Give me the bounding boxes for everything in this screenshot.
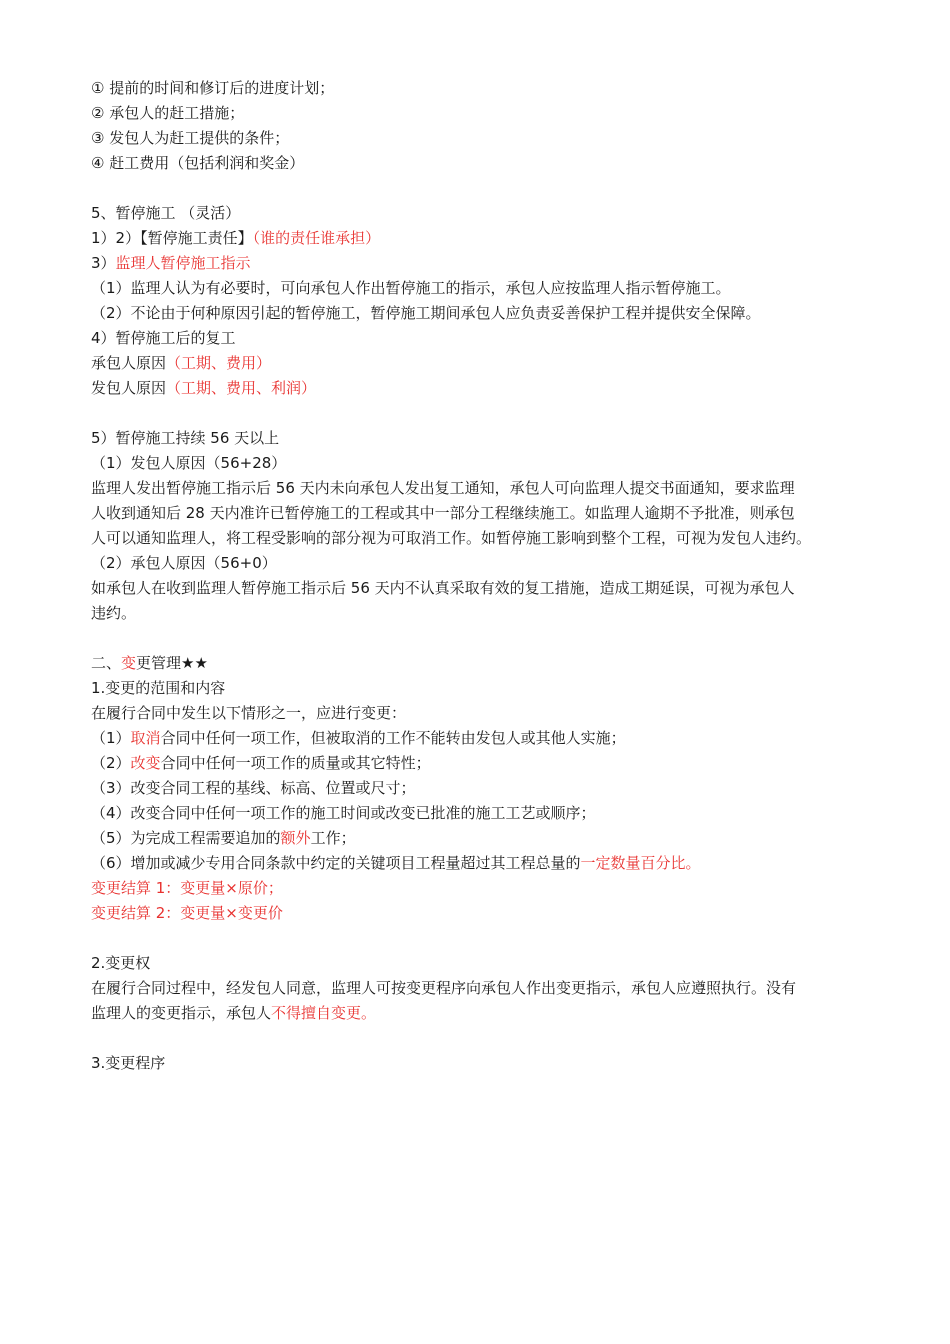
text-line — [91, 851, 891, 876]
text-line: （3）改变合同工程的基线、标高、位置或尺寸； — [91, 779, 416, 797]
text-line: （4）改变合同中任何一项工作的施工时间或改变已批准的施工工艺或顺序； — [91, 804, 596, 822]
text-line: （2）承包人原因（56+0） — [91, 554, 277, 572]
text-line — [91, 901, 891, 926]
text-line — [91, 751, 891, 776]
text-line: 3.变更程序 — [91, 1054, 166, 1072]
highlight-text: 变 — [121, 654, 137, 672]
highlight-text: 取消 — [130, 729, 161, 747]
text-segment: 二、 — [91, 654, 122, 672]
text-line: 2.变更权 — [91, 954, 151, 972]
text-segment: 合同中任何一项工作的质量或其它特性； — [160, 754, 431, 772]
text-segment: （1） — [91, 729, 131, 747]
text-line: ① 提前的时间和修订后的进度计划； — [91, 79, 335, 97]
text-line — [91, 1001, 891, 1026]
text-line — [91, 226, 891, 251]
text-line: 监理人发出暂停施工指示后 56 天内未向承包人发出复工通知，承包人可向监理人提交书面通知，要求监理 — [91, 479, 795, 497]
text-segment: （6）增加或减少专用合同条款中约定的关键项目工程量超过其工程总量的 — [91, 854, 581, 872]
text-line: 在履行合同过程中，经发包人同意，监理人可按变更程序向承包人作出变更指示，承包人应遵照执行。没有 — [91, 979, 797, 997]
document-page — [91, 76, 891, 1076]
text-line — [91, 726, 891, 751]
text-line: 在履行合同中发生以下情形之一，应进行变更： — [91, 704, 407, 722]
text-line: 4）暂停施工后的复工 — [91, 329, 236, 347]
text-segment: 1）2）【暂停施工责任】 — [91, 229, 253, 247]
text-line: 5）暂停施工持续 56 天以上 — [91, 429, 280, 447]
blank-line — [91, 926, 891, 951]
text-line: 违约。 — [91, 604, 137, 622]
highlight-text: 改变 — [130, 754, 161, 772]
text-line — [91, 826, 891, 851]
blank-line — [91, 401, 891, 426]
text-line: 人收到通知后 28 天内准许已暂停施工的工程或其中一部分工程继续施工。如监理人逾期不予批准，则承包 — [91, 504, 795, 522]
text-line: 1.变更的范围和内容 — [91, 679, 226, 697]
text-segment: 3） — [91, 254, 116, 272]
blank-line — [91, 176, 891, 201]
text-line: （1）发包人原因（56+28） — [91, 454, 287, 472]
text-line: ④ 赶工费用（包括利润和奖金） — [91, 154, 305, 172]
text-segment: 监理人的变更指示，承包人 — [91, 1004, 272, 1022]
highlight-text: （工期、费用、利润） — [166, 379, 317, 397]
text-line — [91, 376, 891, 401]
highlight-text: 变更结算 1：变更量×原价； — [91, 879, 283, 897]
highlight-text: （工期、费用） — [166, 354, 272, 372]
text-segment: （5）为完成工程需要追加的 — [91, 829, 281, 847]
text-segment: 合同中任何一项工作，但被取消的工作不能转由发包人或其他人实施； — [160, 729, 626, 747]
text-segment: 承包人原因 — [91, 354, 167, 372]
blank-line — [91, 626, 891, 651]
highlight-text: 变更结算 2：变更量×变更价 — [91, 904, 283, 922]
text-line — [91, 876, 891, 901]
text-line — [91, 651, 891, 676]
text-line: ② 承包人的赶工措施； — [91, 104, 245, 122]
text-line — [91, 351, 891, 376]
text-line: 人可以通知监理人，将工程受影响的部分视为可取消工作。如暂停施工影响到整个工程，可视为发包人违约。 — [91, 529, 812, 547]
text-segment: 发包人原因 — [91, 379, 167, 397]
text-segment: 工作； — [310, 829, 356, 847]
highlight-text: 一定数量百分比。 — [580, 854, 701, 872]
text-line: 5、暂停施工 （灵活） — [91, 204, 241, 222]
text-line: （2）不论由于何种原因引起的暂停施工，暂停施工期间承包人应负责妥善保护工程并提供安全保障。 — [91, 304, 761, 322]
highlight-text: 不得擅自变更。 — [271, 1004, 377, 1022]
blank-line — [91, 1026, 891, 1051]
text-segment: 更管理★★ — [136, 654, 208, 672]
text-line: 如承包人在收到监理人暂停施工指示后 56 天内不认真采取有效的复工措施，造成工期延误，可视为承包人 — [91, 579, 795, 597]
highlight-text: 额外 — [280, 829, 311, 847]
highlight-text: （谁的责任谁承担） — [252, 229, 381, 247]
text-segment: （2） — [91, 754, 131, 772]
text-line: （1）监理人认为有必要时，可向承包人作出暂停施工的指示，承包人应按监理人指示暂停施工。 — [91, 279, 731, 297]
highlight-text: 监理人暂停施工指示 — [115, 254, 251, 272]
text-line — [91, 251, 891, 276]
text-line: ③ 发包人为赶工提供的条件； — [91, 129, 290, 147]
